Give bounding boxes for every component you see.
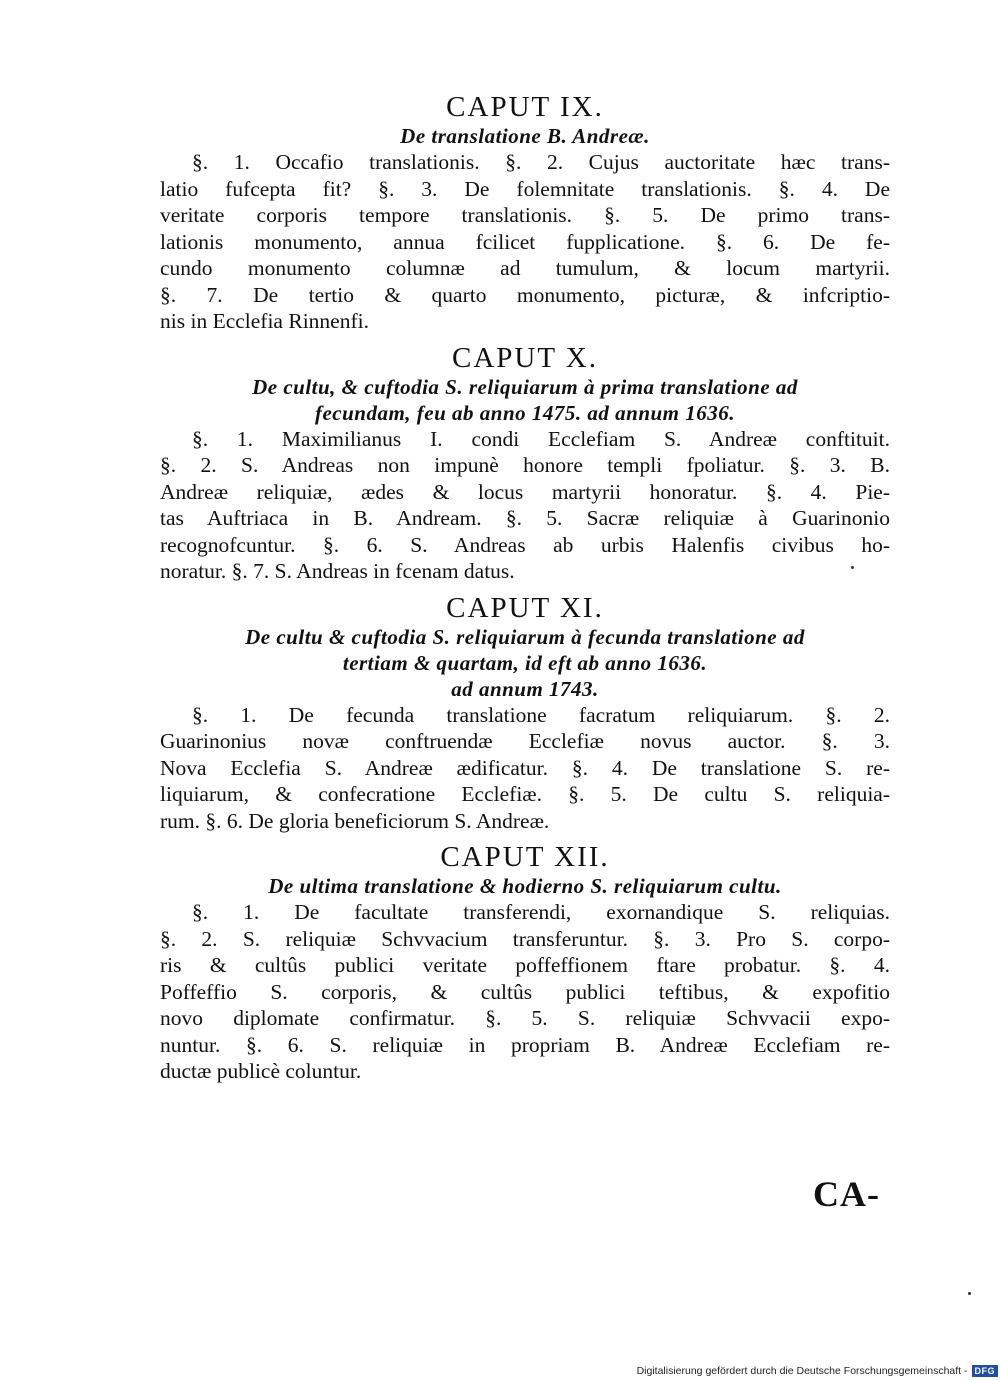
- summary-line: rum. §. 6. De gloria beneficiorum S. Andreæ.: [160, 808, 550, 833]
- summary-line: §. 1. De facultate transferendi, exornandique S. reliquias.: [192, 900, 890, 924]
- footer-text: Digitalisierung gefördert durch die Deutsche Forschungsgemeinschaft -: [636, 1365, 968, 1377]
- chapter-subtitle: [160, 123, 890, 149]
- summary-line: lationis monumento, annua fcilicet fupplicatione. §. 6. De fe-: [160, 229, 890, 254]
- summary-line: noratur. §. 7. S. Andreas in fcenam datus.: [160, 559, 515, 583]
- dfg-logo-icon: DFG: [972, 1365, 999, 1377]
- chapter-xi: [160, 593, 890, 835]
- chapter-title: CAPUT IX.: [446, 91, 604, 123]
- summary-line: Guarinonius novæ conftruendæ Ecclefiæ novus auctor. §. 3.: [160, 729, 890, 753]
- subtitle-line: fecundam, feu ab anno 1475. ad annum 1636.: [314, 400, 736, 425]
- summary-line: §. 2. S. reliquiæ Schvvacium transferuntur. §. 3. Pro S. corpo-: [160, 926, 890, 951]
- summary-line: ris & cultûs publici veritate poffeffionem ftare probatur. §. 4.: [160, 953, 890, 977]
- summary-line: tas Auftriaca in B. Andream. §. 5. Sacræ reliquiæ à Guarinonio: [160, 506, 890, 530]
- chapter-title: CAPUT XI.: [446, 591, 604, 624]
- summary-line: novo diplomate confirmatur. §. 5. S. reliquiæ Schvvacii expo-: [160, 1006, 890, 1030]
- summary-line: cundo monumento columnæ ad tumulum, & locum martyrii.: [160, 256, 890, 280]
- chapter-summary: [160, 899, 890, 1085]
- summary-line: nis in Ecclefia Rinnenfi.: [160, 309, 369, 333]
- chapter-summary: [160, 702, 890, 835]
- chapter-subtitle: [160, 374, 890, 426]
- chapter-x: [160, 343, 890, 585]
- subtitle-line: ad annum 1743.: [451, 676, 599, 701]
- summary-line: nuntur. §. 6. S. reliquiæ in propriam B. Andreæ Ecclefiam re-: [160, 1032, 890, 1057]
- summary-line: §. 2. S. Andreas non impunè honore templi fpoliatur. §. 3. B.: [160, 453, 890, 477]
- chapter-ix: [160, 92, 890, 335]
- chapter-title: CAPUT X.: [452, 341, 598, 374]
- chapter-title: CAPUT XII.: [440, 841, 610, 873]
- summary-line: ductæ publicè coluntur.: [160, 1059, 362, 1083]
- summary-line: §. 7. De tertio & quarto monumento, picturæ, & infcriptio-: [160, 282, 890, 307]
- ink-speck: [851, 566, 854, 569]
- summary-line: Andreæ reliquiæ, ædes & locus martyrii honoratur. §. 4. Pie-: [160, 479, 890, 504]
- summary-line: recognofcuntur. §. 6. S. Andreas ab urbis Halenfis civibus ho-: [160, 532, 890, 557]
- subtitle-line: De translatione B. Andreæ.: [400, 124, 650, 148]
- summary-line: liquiarum, & confecratione Ecclefiæ. §. 5. De cultu S. reliquia-: [160, 782, 890, 806]
- digitization-footer: [604, 1362, 1000, 1380]
- chapter-xii: [160, 842, 890, 1085]
- summary-line: veritate corporis tempore translationis. §. 5. De primo trans-: [160, 203, 890, 227]
- subtitle-line: De cultu & cuftodia S. reliquiarum à fecunda translatione ad: [245, 624, 805, 649]
- summary-line: §. 1. Occafio translationis. §. 2. Cujus auctoritate hæc trans-: [192, 150, 890, 174]
- chapter-summary: [160, 149, 890, 335]
- table-of-contents-block: [160, 92, 890, 1085]
- chapter-subtitle: [160, 873, 890, 899]
- catchword: CA-: [813, 1174, 880, 1214]
- summary-line: latio fufcepta fit? §. 3. De folemnitate translationis. §. 4. De: [160, 176, 890, 201]
- summary-line: §. 1. Maximilianus I. condi Ecclefiam S. Andreæ conftituit.: [192, 426, 890, 451]
- summary-line: Nova Ecclefia S. Andreæ ædificatur. §. 4. De translatione S. re-: [160, 755, 890, 780]
- summary-line: §. 1. De fecunda translatione facratum reliquiarum. §. 2.: [192, 702, 890, 727]
- chapter-subtitle: [160, 624, 890, 702]
- summary-line: Poffeffio S. corporis, & cultûs publici teftibus, & expofitio: [160, 979, 890, 1004]
- subtitle-line: De cultu, & cuftodia S. reliquiarum à prima translatione ad: [252, 374, 798, 399]
- chapter-summary: [160, 426, 890, 585]
- subtitle-line: tertiam & quartam, id eft ab anno 1636.: [342, 650, 708, 675]
- ink-speck: [968, 1292, 971, 1295]
- subtitle-line: De ultima translatione & hodierno S. reliquiarum cultu.: [268, 874, 782, 898]
